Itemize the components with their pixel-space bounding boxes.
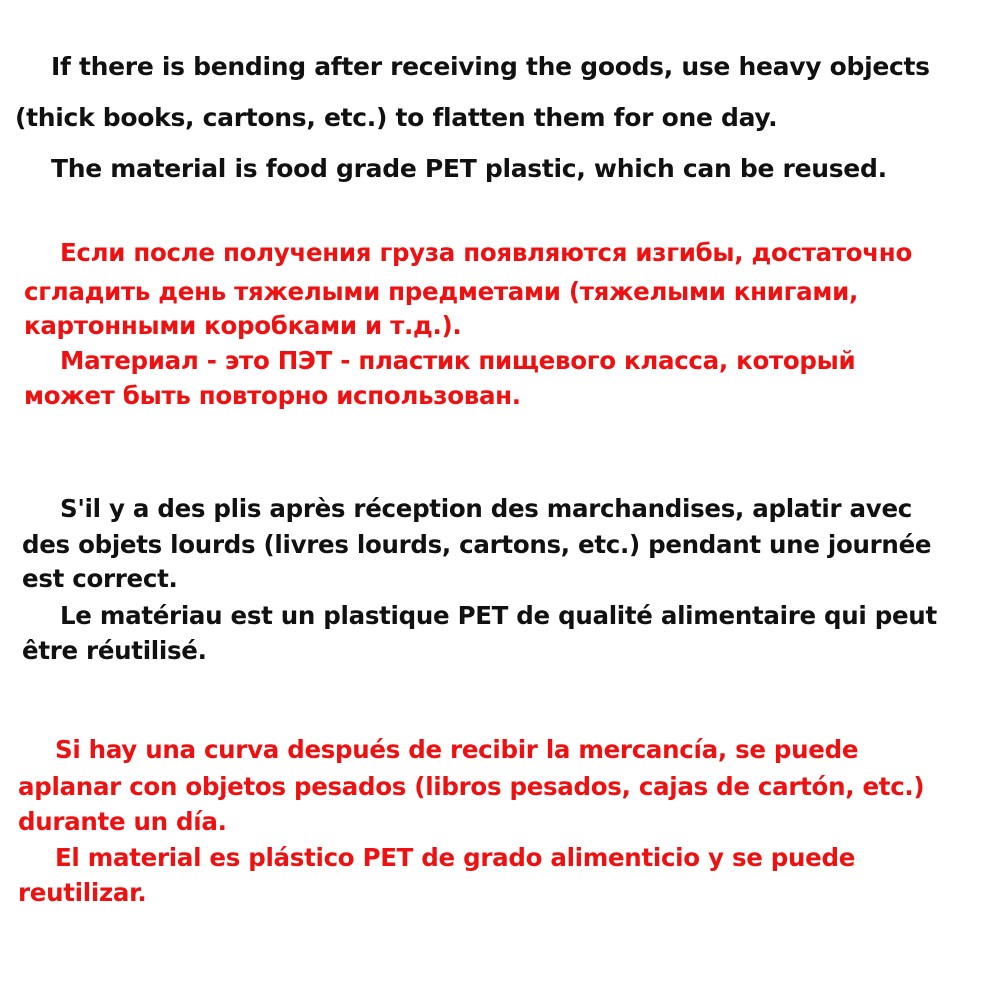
russian-line-5: может быть повторно использован.: [24, 381, 521, 410]
russian-line-3: картонными коробками и т.д.).: [24, 311, 462, 340]
french-line-1: S'il y a des plis après réception des marchandises, aplatir avec: [60, 494, 912, 523]
french-line-2: des objets lourds (livres lourds, cartons, etc.) pendant une journée: [22, 530, 932, 559]
french-line-3: est correct.: [22, 564, 178, 593]
spanish-line-5: reutilizar.: [18, 878, 147, 907]
russian-line-2: сгладить день тяжелыми предметами (тяжелыми книгами,: [24, 277, 858, 306]
french-line-5: être réutilisé.: [22, 636, 207, 665]
french-line-4: Le matériau est un plastique PET de qualité alimentaire qui peut: [60, 601, 937, 630]
spanish-line-2: aplanar con objetos pesados (libros pesados, cajas de cartón, etc.): [18, 772, 925, 801]
russian-line-1: Если после получения груза появляются изгибы, достаточно: [60, 238, 912, 267]
english-line-2: (thick books, cartons, etc.) to flatten them for one day.: [15, 103, 778, 132]
spanish-line-4: El material es plástico PET de grado alimenticio y se puede: [55, 843, 856, 872]
spanish-line-1: Si hay una curva después de recibir la mercancía, se puede: [55, 735, 859, 764]
english-line-1: If there is bending after receiving the goods, use heavy objects: [51, 52, 930, 81]
english-line-3: The material is food grade PET plastic, which can be reused.: [51, 154, 887, 183]
russian-line-4: Материал - это ПЭТ - пластик пищевого класса, который: [60, 346, 856, 375]
spanish-line-3: durante un día.: [18, 807, 227, 836]
